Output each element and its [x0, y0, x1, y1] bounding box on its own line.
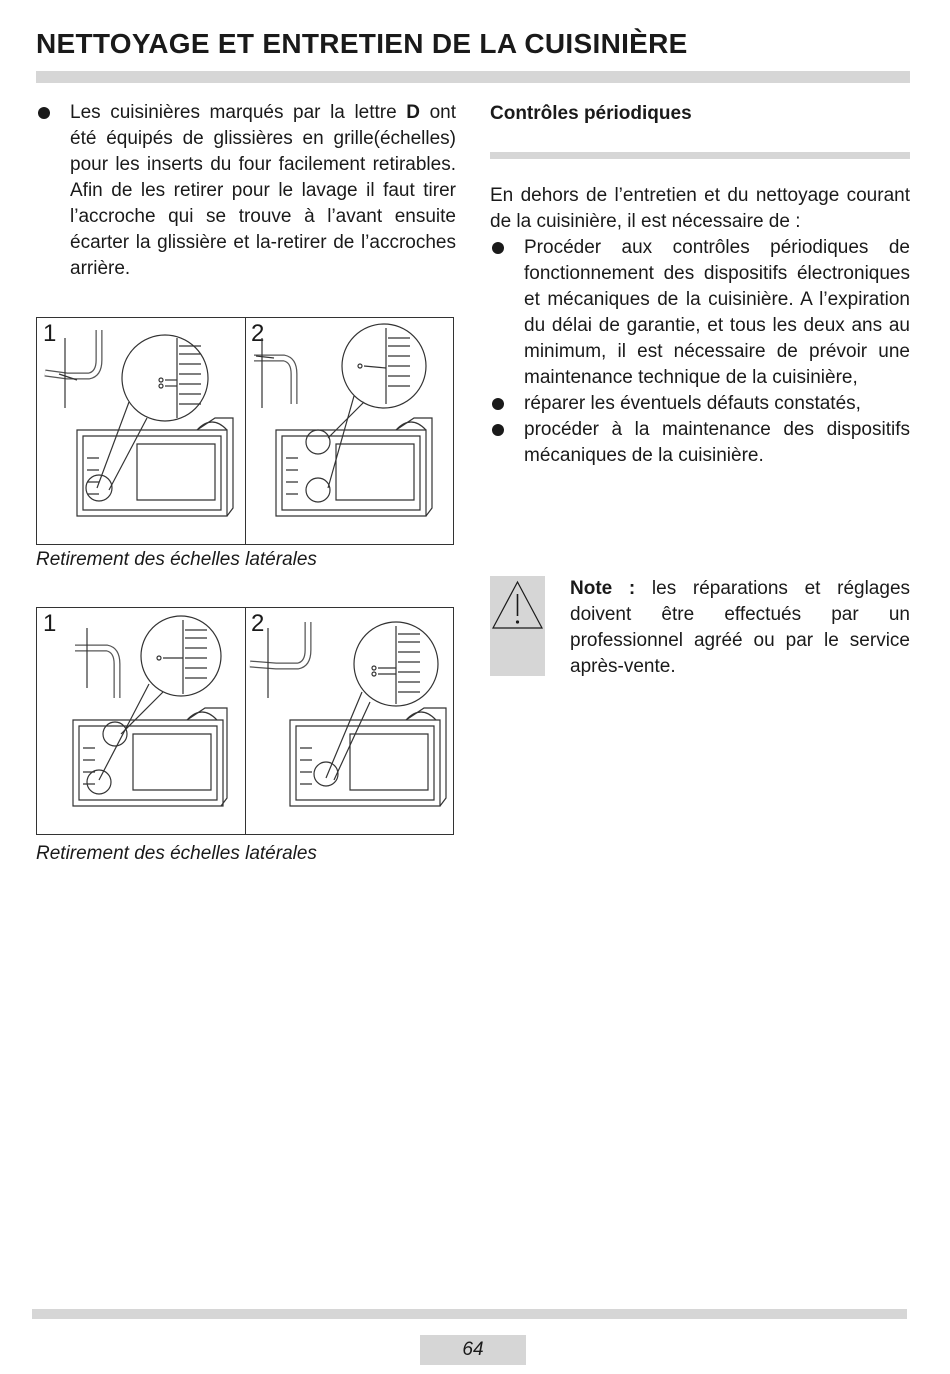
maintenance-list [490, 235, 910, 469]
note-body: les réparations et réglages doivent être effectués par un professionnel agréé ou par le service après-vente. [570, 578, 911, 677]
bullet-text-2: ont été équipés de glissières en grille(échelles) pour les inserts du four facilement retirables. Afin de les retirer pour le lavage il faut tirer l’accroche qui se trouve à l’avant ensuite écarter la glissière et la-retirer de l’accroches arrière. [70, 102, 456, 279]
figure-caption-1: Retirement des échelles latérales [36, 549, 317, 570]
step-number-2: 2 [251, 320, 265, 347]
figure-caption-2: Retirement des échelles latérales [36, 843, 317, 864]
list-item: procéder à la maintenance des dispositifs mécaniques de la cuisinière. [490, 417, 910, 469]
bullet-text-1: Les cuisinières marqués par la lettre [70, 102, 407, 123]
section-intro: En dehors de l’entretien et du nettoyage courant de la cuisinière, il est nécessaire de : [490, 185, 910, 232]
bullet-letter-d: D [406, 102, 420, 123]
list-item: réparer les éventuels défauts constatés, [490, 391, 910, 417]
oven-illustration-step2 [246, 608, 454, 836]
left-column [36, 100, 456, 282]
section-heading: Contrôles périodiques [490, 103, 692, 124]
right-column [490, 100, 910, 469]
ladder-removal-bullet [36, 100, 456, 282]
figure-ladder-removal-2 [36, 607, 454, 835]
section-rule [490, 152, 910, 159]
figure-ladder-removal-1 [36, 317, 454, 545]
step-number-1: 1 [43, 320, 57, 347]
list-item: Procéder aux contrôles périodiques de fonctionnement des dispositifs électroniques et mécaniques de la cuisinière. A l’expiration du délai de garantie, et tous les deux ans au minimum, il est nécessaire de prévoir une maintenance technique de la cuisinière, [490, 235, 910, 391]
title-rule [36, 71, 910, 83]
page-number: 64 [420, 1335, 526, 1365]
footer-rule [32, 1309, 907, 1319]
warning-box [490, 576, 545, 676]
oven-illustration-step2 [246, 318, 454, 546]
warning-triangle-icon [490, 576, 545, 636]
step-number-2: 2 [251, 610, 265, 637]
step-number-1: 1 [43, 610, 57, 637]
note-text [570, 576, 910, 680]
note-label: Note : [570, 578, 636, 599]
page-title: NETTOYAGE ET ENTRETIEN DE LA CUISINIÈRE [36, 28, 688, 59]
oven-illustration-step1 [37, 318, 245, 546]
oven-illustration-step1 [37, 608, 245, 836]
